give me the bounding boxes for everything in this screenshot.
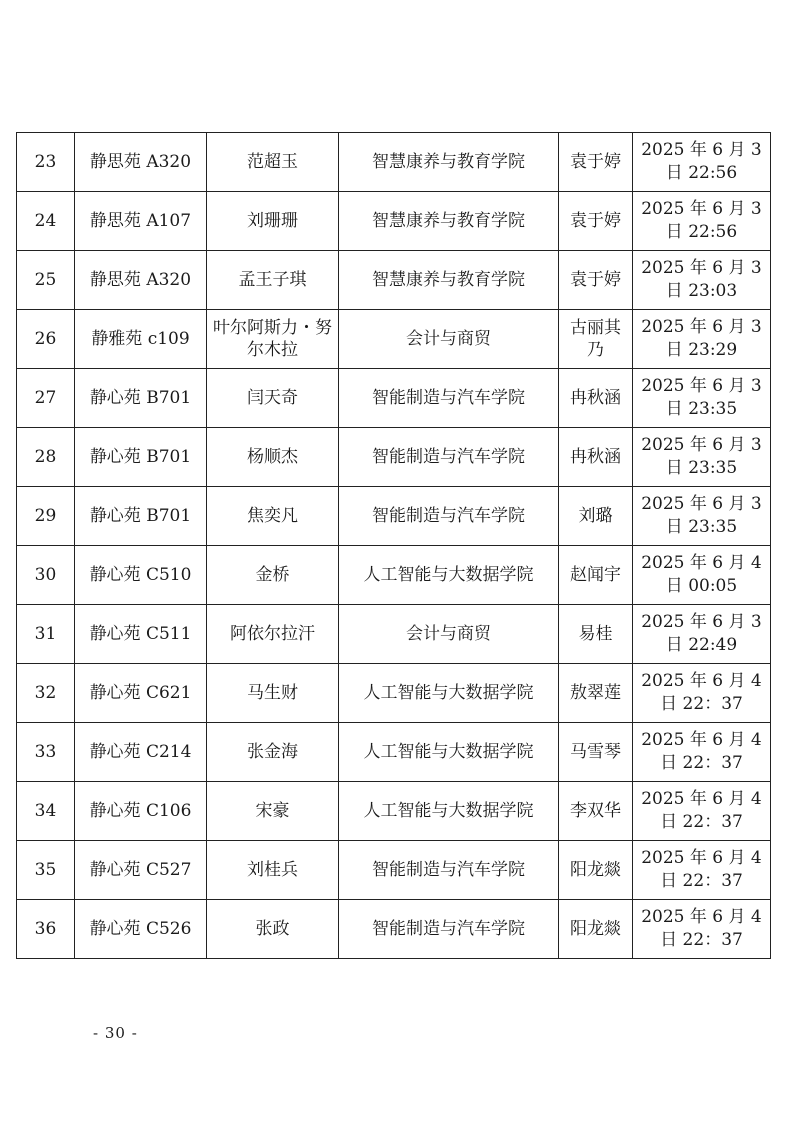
dorm-room-cell: 静心苑 C621 <box>75 664 207 723</box>
student-name-cell: 杨顺杰 <box>207 428 339 487</box>
record-time-date: 2025 年 6 月 4 <box>641 789 762 809</box>
recorder-cell: 李双华 <box>559 782 633 841</box>
row-number-cell: 25 <box>17 251 75 310</box>
dorm-room-cell: 静雅苑 c109 <box>75 310 207 369</box>
dorm-room-cell: 静心苑 C511 <box>75 605 207 664</box>
record-time-clock: 日 23:35 <box>665 458 738 478</box>
college-cell: 智慧康养与教育学院 <box>339 133 559 192</box>
row-number-cell: 24 <box>17 192 75 251</box>
college-cell: 智能制造与汽车学院 <box>339 369 559 428</box>
record-time-date: 2025 年 6 月 3 <box>641 435 762 455</box>
record-time-cell <box>633 369 771 428</box>
college-cell: 智能制造与汽车学院 <box>339 841 559 900</box>
record-time-date: 2025 年 6 月 4 <box>641 671 762 691</box>
record-time-cell <box>633 487 771 546</box>
dorm-room-cell: 静思苑 A320 <box>75 133 207 192</box>
record-time-clock: 日 22：37 <box>660 753 743 773</box>
table-row <box>17 369 771 428</box>
record-time-cell <box>633 664 771 723</box>
recorder-cell: 袁于婷 <box>559 192 633 251</box>
student-name-cell: 焦奕凡 <box>207 487 339 546</box>
recorder-cell: 古丽其乃 <box>559 310 633 369</box>
student-name-cell: 阿依尔拉汗 <box>207 605 339 664</box>
record-time-date: 2025 年 6 月 4 <box>641 848 762 868</box>
table-row <box>17 605 771 664</box>
student-name-cell: 孟王子琪 <box>207 251 339 310</box>
college-cell: 智慧康养与教育学院 <box>339 251 559 310</box>
student-name-cell: 闫天奇 <box>207 369 339 428</box>
recorder-cell: 刘璐 <box>559 487 633 546</box>
student-name-cell: 叶尔阿斯力・努尔木拉 <box>207 310 339 369</box>
college-cell: 人工智能与大数据学院 <box>339 546 559 605</box>
dorm-room-cell: 静思苑 A320 <box>75 251 207 310</box>
college-cell: 智能制造与汽车学院 <box>339 428 559 487</box>
row-number-cell: 26 <box>17 310 75 369</box>
record-time-clock: 日 22：37 <box>660 871 743 891</box>
college-cell: 会计与商贸 <box>339 605 559 664</box>
recorder-cell: 阳龙燚 <box>559 841 633 900</box>
row-number-cell: 35 <box>17 841 75 900</box>
table-row <box>17 192 771 251</box>
student-name-cell: 张政 <box>207 900 339 959</box>
record-time-date: 2025 年 6 月 4 <box>641 553 762 573</box>
recorder-cell: 阳龙燚 <box>559 900 633 959</box>
record-time-clock: 日 23:35 <box>665 517 738 537</box>
row-number-cell: 23 <box>17 133 75 192</box>
table-row <box>17 664 771 723</box>
table-row <box>17 428 771 487</box>
college-cell: 会计与商贸 <box>339 310 559 369</box>
recorder-cell: 赵闻宇 <box>559 546 633 605</box>
record-time-clock: 日 22：37 <box>660 930 743 950</box>
dorm-room-cell: 静心苑 B701 <box>75 428 207 487</box>
table-row <box>17 133 771 192</box>
row-number-cell: 28 <box>17 428 75 487</box>
record-time-clock: 日 22:56 <box>665 222 738 242</box>
recorder-cell: 马雪琴 <box>559 723 633 782</box>
row-number-cell: 27 <box>17 369 75 428</box>
record-time-cell <box>633 546 771 605</box>
college-cell: 人工智能与大数据学院 <box>339 723 559 782</box>
record-time-cell <box>633 133 771 192</box>
row-number-cell: 30 <box>17 546 75 605</box>
student-name-cell: 马生财 <box>207 664 339 723</box>
record-time-cell <box>633 723 771 782</box>
dorm-room-cell: 静心苑 C526 <box>75 900 207 959</box>
record-time-cell <box>633 782 771 841</box>
record-time-clock: 日 23:29 <box>665 340 738 360</box>
record-time-clock: 日 23:03 <box>665 281 738 301</box>
dorm-room-cell: 静心苑 C106 <box>75 782 207 841</box>
college-cell: 智能制造与汽车学院 <box>339 487 559 546</box>
recorder-cell: 冉秋涵 <box>559 369 633 428</box>
recorder-cell: 冉秋涵 <box>559 428 633 487</box>
dorm-room-cell: 静心苑 C510 <box>75 546 207 605</box>
student-name-cell: 金桥 <box>207 546 339 605</box>
recorder-cell: 袁于婷 <box>559 251 633 310</box>
dorm-room-cell: 静思苑 A107 <box>75 192 207 251</box>
recorder-cell: 易桂 <box>559 605 633 664</box>
student-name-cell: 张金海 <box>207 723 339 782</box>
record-time-cell <box>633 428 771 487</box>
recorder-cell: 袁于婷 <box>559 133 633 192</box>
record-time-cell <box>633 900 771 959</box>
record-time-cell <box>633 841 771 900</box>
record-time-clock: 日 22:56 <box>665 163 738 183</box>
record-time-date: 2025 年 6 月 3 <box>641 612 762 632</box>
student-name-cell: 宋豪 <box>207 782 339 841</box>
page-number: - 30 - <box>93 1024 138 1042</box>
record-time-cell <box>633 192 771 251</box>
table-row <box>17 900 771 959</box>
records-table <box>16 132 771 959</box>
student-name-cell: 范超玉 <box>207 133 339 192</box>
college-cell: 智慧康养与教育学院 <box>339 192 559 251</box>
record-time-date: 2025 年 6 月 3 <box>641 494 762 514</box>
dorm-room-cell: 静心苑 B701 <box>75 369 207 428</box>
college-cell: 人工智能与大数据学院 <box>339 664 559 723</box>
table-row <box>17 841 771 900</box>
record-time-cell <box>633 605 771 664</box>
record-time-clock: 日 22：37 <box>660 812 743 832</box>
row-number-cell: 31 <box>17 605 75 664</box>
record-time-clock: 日 22:49 <box>665 635 738 655</box>
row-number-cell: 33 <box>17 723 75 782</box>
student-name-cell: 刘珊珊 <box>207 192 339 251</box>
table-row <box>17 251 771 310</box>
dorm-room-cell: 静心苑 B701 <box>75 487 207 546</box>
record-time-clock: 日 22：37 <box>660 694 743 714</box>
records-table-body <box>17 133 771 959</box>
row-number-cell: 36 <box>17 900 75 959</box>
record-time-date: 2025 年 6 月 3 <box>641 258 762 278</box>
row-number-cell: 34 <box>17 782 75 841</box>
college-cell: 智能制造与汽车学院 <box>339 900 559 959</box>
table-row <box>17 310 771 369</box>
record-time-date: 2025 年 6 月 3 <box>641 376 762 396</box>
dorm-room-cell: 静心苑 C214 <box>75 723 207 782</box>
record-time-date: 2025 年 6 月 3 <box>641 140 762 160</box>
record-time-clock: 日 23:35 <box>665 399 738 419</box>
record-time-cell <box>633 251 771 310</box>
record-time-date: 2025 年 6 月 4 <box>641 907 762 927</box>
table-row <box>17 487 771 546</box>
recorder-cell: 敖翠莲 <box>559 664 633 723</box>
table-row <box>17 723 771 782</box>
record-time-cell <box>633 310 771 369</box>
record-time-clock: 日 00:05 <box>665 576 738 596</box>
row-number-cell: 29 <box>17 487 75 546</box>
student-name-cell: 刘桂兵 <box>207 841 339 900</box>
college-cell: 人工智能与大数据学院 <box>339 782 559 841</box>
table-row <box>17 782 771 841</box>
record-time-date: 2025 年 6 月 3 <box>641 199 762 219</box>
table-row <box>17 546 771 605</box>
dorm-room-cell: 静心苑 C527 <box>75 841 207 900</box>
record-time-date: 2025 年 6 月 4 <box>641 730 762 750</box>
row-number-cell: 32 <box>17 664 75 723</box>
record-time-date: 2025 年 6 月 3 <box>641 317 762 337</box>
